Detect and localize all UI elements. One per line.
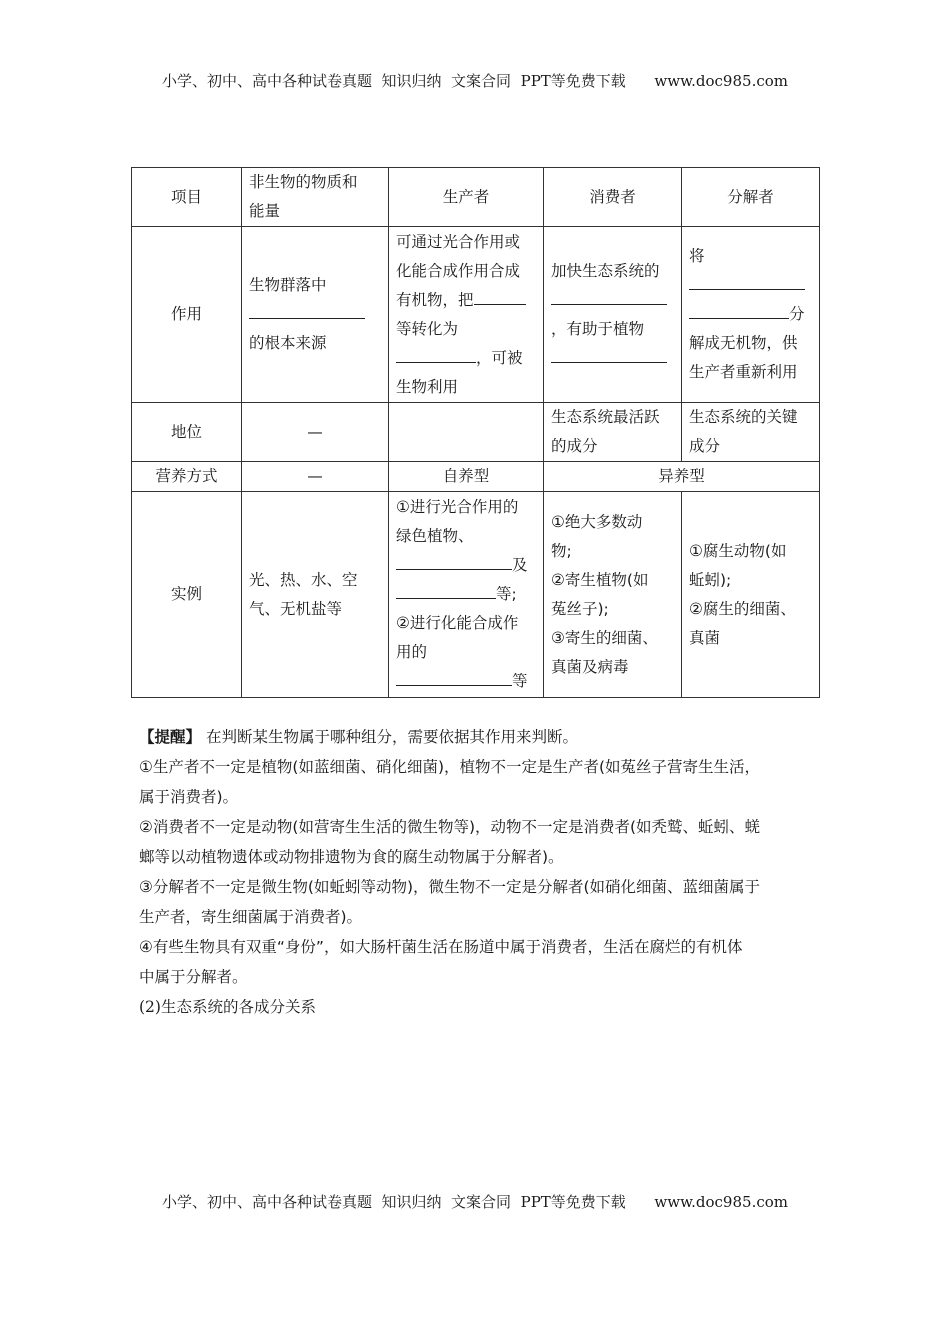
nutrition-heterotroph: 异养型 (544, 462, 820, 492)
examples-producer: ①进行光合作用的 绿色植物、 及 等; ②进行化能合成作 用的 等 (389, 492, 544, 698)
page-footer: 小学、初中、高中各种试卷真题 知识归纳 文案合同 PPT等免费下载 www.doc985.com (161, 1193, 788, 1211)
reminder-label: 【提醒】 (139, 728, 202, 746)
reminder-heading (139, 722, 819, 752)
examples-consumer: ①绝大多数动 物; ②寄生植物(如 菟丝子); ③寄生的细菌、 真菌及病毒 (544, 492, 682, 698)
table-row-examples (132, 492, 820, 698)
note-line: 属于消费者)。 (139, 788, 239, 806)
function-abiotic: 生物群落中 的根本来源 (242, 227, 389, 403)
header-producer: 生产者 (389, 168, 544, 227)
note-line: 生产者，寄生细菌属于消费者)。 (139, 908, 363, 926)
examples-decomposer: ①腐生动物(如 蚯蚓); ②腐生的细菌、 真菌 (682, 492, 820, 698)
fill-blank[interactable] (689, 271, 805, 290)
fill-blank[interactable] (249, 300, 365, 319)
note-line: ①生产者不一定是植物(如蓝细菌、硝化细菌)，植物不一定是生产者(如菟丝子营寄生生活， (139, 758, 761, 776)
nutrition-label: 营养方式 (132, 462, 242, 492)
status-label: 地位 (132, 403, 242, 462)
fill-blank[interactable] (396, 667, 512, 686)
reminder-notes (139, 722, 819, 1022)
table-header-row (132, 168, 820, 227)
header-abiotic: 非生物的物质和 能量 (242, 168, 389, 227)
fill-blank[interactable] (551, 344, 667, 363)
reminder-intro: 在判断某生物属于哪种组分，需要依据其作用来判断。 (201, 728, 578, 746)
function-decomposer: 将 分 解成无机物，供 生产者重新利用 (682, 227, 820, 403)
nutrition-abiotic: — (242, 462, 389, 492)
section-subheading: (2)生态系统的各成分关系 (139, 998, 316, 1016)
ecosystem-components-table (131, 167, 820, 698)
status-producer (389, 403, 544, 462)
note-line: ③分解者不一定是微生物(如蚯蚓等动物)，微生物不一定是分解者(如硝化细菌、蓝细菌属于 (139, 878, 761, 896)
header-item: 项目 (132, 168, 242, 227)
note-line: ④有些生物具有双重“身份”，如大肠杆菌生活在肠道中属于消费者，生活在腐烂的有机体 (139, 938, 743, 956)
table-row-nutrition (132, 462, 820, 492)
fill-blank[interactable] (396, 580, 496, 599)
table-row-status (132, 403, 820, 462)
status-consumer: 生态系统最活跃 的成分 (544, 403, 682, 462)
note-line: 中属于分解者。 (139, 968, 248, 986)
page-header: 小学、初中、高中各种试卷真题 知识归纳 文案合同 PPT等免费下载 www.doc985.com (161, 72, 788, 90)
examples-label: 实例 (132, 492, 242, 698)
status-abiotic: — (242, 403, 389, 462)
examples-abiotic: 光、热、水、空 气、无机盐等 (242, 492, 389, 698)
nutrition-producer: 自养型 (389, 462, 544, 492)
header-consumer: 消费者 (544, 168, 682, 227)
note-line: ②消费者不一定是动物(如营寄生生活的微生物等)，动物不一定是消费者(如秃鹫、蚯蚓、蜣 (139, 818, 761, 836)
header-decomposer: 分解者 (682, 168, 820, 227)
fill-blank[interactable] (474, 286, 526, 305)
status-decomposer: 生态系统的关键 成分 (682, 403, 820, 462)
note-line: 螂等以动植物遗体或动物排遗物为食的腐生动物属于分解者)。 (139, 848, 564, 866)
fill-blank[interactable] (689, 300, 789, 319)
function-producer: 可通过光合作用或 化能合成作用合成 有机物，把 等转化为 ，可被 生物利用 (389, 227, 544, 403)
fill-blank[interactable] (396, 551, 512, 570)
function-consumer: 加快生态系统的 ，有助于植物 (544, 227, 682, 403)
table-row-function (132, 227, 820, 403)
fill-blank[interactable] (551, 286, 667, 305)
function-label: 作用 (132, 227, 242, 403)
fill-blank[interactable] (396, 344, 476, 363)
